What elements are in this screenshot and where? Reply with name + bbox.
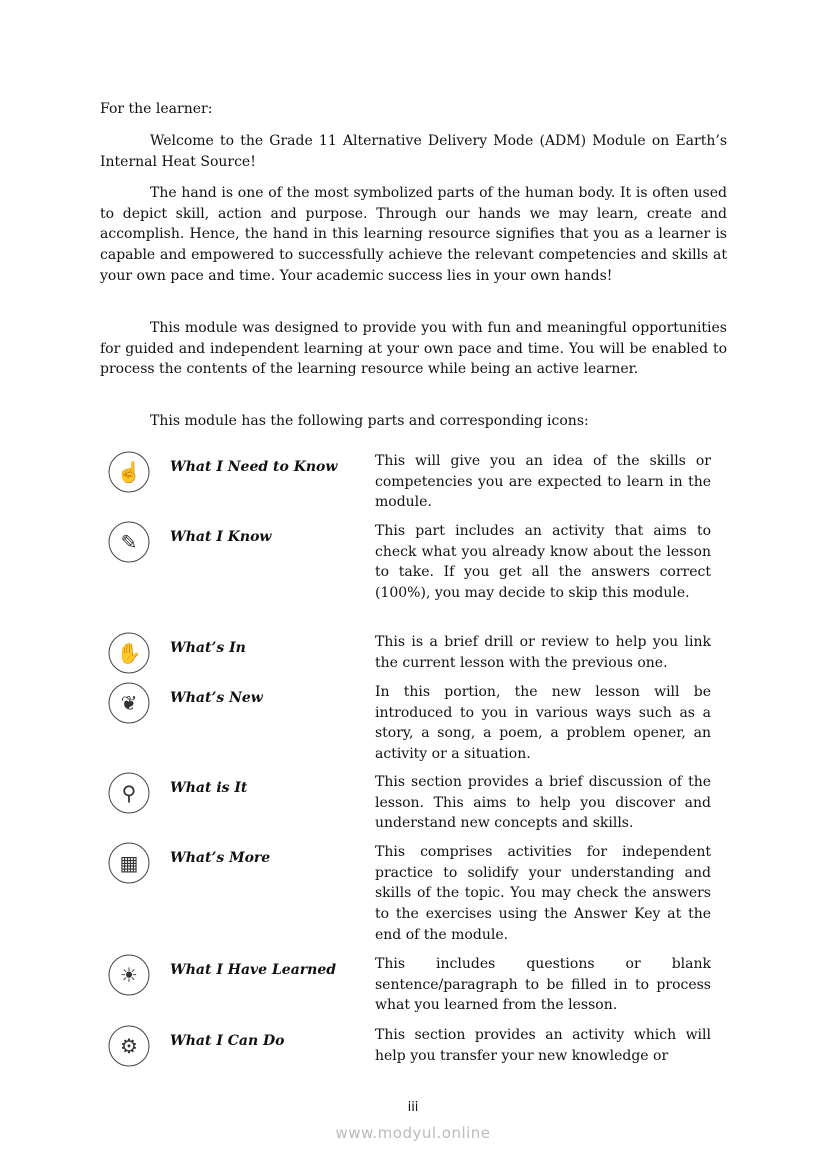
part-description: This will give you an idea of the skills or competencies you are expected to learn in the module.	[375, 453, 711, 511]
part-description: This part includes an activity that aims to check what you already know about the lesson to take. If you get all the answers correct (100%), you may decide to skip this module.	[375, 523, 711, 602]
intro-heading: For the learner:	[100, 101, 213, 117]
intro-paragraph-3: This module was designed to provide you with fun and meaningful opportunities for guided and independent learning at your own pace and time. You will be enabled to process the contents of the learning resource while being an active learner.	[100, 320, 727, 378]
page-number: iii	[407, 1100, 419, 1115]
intro-paragraph-4: This module has the following parts and corresponding icons:	[150, 413, 589, 429]
svg-text:☀: ☀	[120, 963, 138, 987]
part-label: What I Have Learned	[170, 962, 337, 978]
hand-blocks-icon	[108, 842, 150, 884]
magnifier-icon	[108, 772, 150, 814]
part-label: What’s New	[170, 690, 263, 706]
part-label: What’s More	[170, 850, 271, 866]
part-description: In this portion, the new lesson will be introduced to you in various ways such as a story, a song, a poem, a problem opener, an activity or a situation.	[375, 684, 711, 763]
part-description: This includes questions or blank sentence/paragraph to be filled in to process what you learned from the lesson.	[375, 956, 711, 1014]
hands-reaching-icon	[108, 632, 150, 674]
watermark: www.modyul.online	[335, 1124, 491, 1142]
part-description: This section provides an activity which will help you transfer your new knowledge or	[375, 1027, 711, 1064]
part-label: What’s In	[170, 640, 246, 656]
part-label: What I Know	[170, 529, 272, 545]
part-description: This section provides a brief discussion of the lesson. This aims to help you discover and understand new concepts and skills.	[375, 774, 711, 832]
svg-text:▦: ▦	[119, 851, 139, 875]
part-description: This is a brief drill or review to help you link the current lesson with the previous one.	[375, 634, 711, 671]
hand-gears-icon	[108, 1025, 150, 1067]
part-label: What I Need to Know	[170, 459, 338, 475]
svg-text:☝: ☝	[116, 460, 142, 484]
hand-plant-icon	[108, 682, 150, 724]
hand-lightbulb-icon	[108, 954, 150, 996]
svg-text:❦: ❦	[120, 691, 138, 715]
svg-text:✋: ✋	[116, 641, 142, 665]
part-label: What is It	[170, 780, 248, 796]
svg-text:⚙: ⚙	[120, 1034, 138, 1058]
intro-paragraph-2: The hand is one of the most symbolized parts of the human body. It is often used to depict skill, action and purpose. Through our hands we may learn, create and accomplish. Hence, the hand in this learning resource signifies that you as a learner is capable and empowered to successfully achieve the relevant competencies and skills at your own pace and time. Your academic success lies in your own hands!	[100, 185, 727, 284]
intro-paragraph-1: Welcome to the Grade 11 Alternative Delivery Mode (ADM) Module on Earth’s Internal Heat Source!	[100, 133, 727, 170]
svg-text:✎: ✎	[120, 530, 138, 554]
part-description: This comprises activities for independent practice to solidify your understanding and skills of the topic. You may check the answers to the exercises using the Answer Key at the end of the module.	[375, 844, 711, 943]
hand-pointing-icon	[108, 451, 150, 493]
part-label: What I Can Do	[170, 1033, 285, 1049]
svg-text:⚲: ⚲	[121, 781, 137, 805]
hand-pencil-icon	[108, 521, 150, 563]
